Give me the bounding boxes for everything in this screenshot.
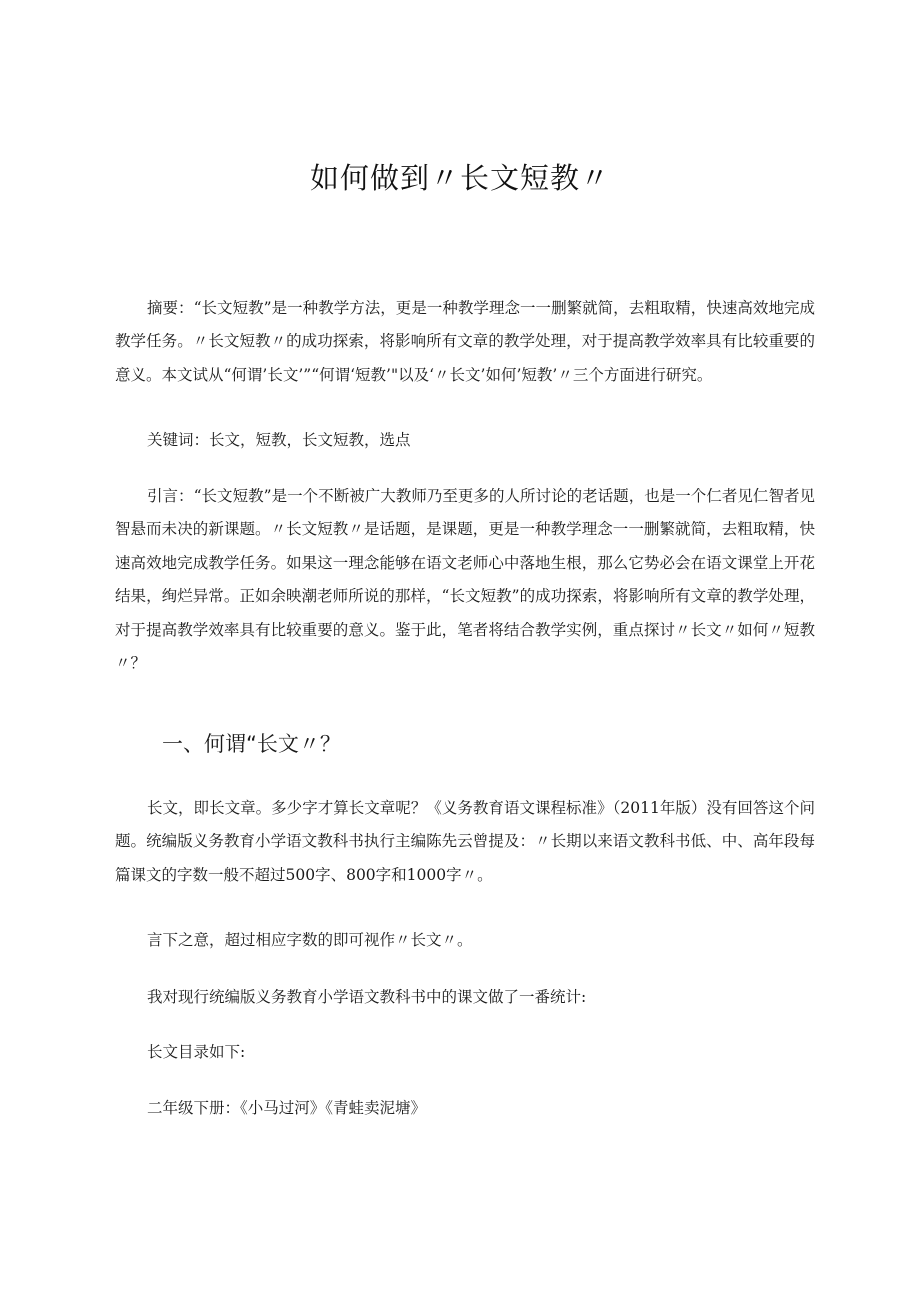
section-1-paragraph-3: 我对现行统编版义务教育小学语文教科书中的课文做了一番统计: xyxy=(147,988,587,1006)
section-1-paragraph-1: 长文，即长文章。多少字才算长文章呢？《义务教育语文课程标准》（2011年版）没有回答这个问题。统编版义务教育小学语文教科书执行主编陈先云曾提及：〃长期以来语文教科书低、中、高年段每篇课文的字数一般不超过500字、800字和1000字〃。 xyxy=(115,799,815,884)
section-1-paragraph-5: 二年级下册：《小马过河》《青蛙卖泥塘》 xyxy=(147,1099,427,1117)
section-1-heading: 一、何谓“长文〃？ xyxy=(162,732,341,756)
introduction-paragraph: 引言：“长文短教”是一个不断被广大教师乃至更多的人所讨论的老话题，也是一个仁者见仁智者见智悬而未决的新课题。〃长文短教〃是话题，是课题，更是一种教学理念一一删繁就简，去粗取精，快速高效地完成教学任务。如果这一理念能够在语文老师心中落地生根，那么它势必会在语文课堂上开花结果，绚烂异常。正如余映潮老师所说的那样，“长文短教”的成功探索，将影响所有文章的教学处理，对于提高教学效率具有比较重要的意义。鉴于此，笔者将结合教学实例，重点探讨〃长文〃如何〃短教〃？ xyxy=(115,487,815,673)
abstract-paragraph: 摘要：“长文短教”是一种教学方法，更是一种教学理念一一删繁就简，去粗取精，快速高效地完成教学任务。〃长文短教〃的成功探索，将影响所有文章的教学处理，对于提高教学效率具有比较重要的意义。本文试从“何谓’长文’”“何谓‘短教’"以及‘〃长文’如何’短教’〃三个方面进行研究。 xyxy=(115,299,815,384)
section-1-paragraph-2: 言下之意，超过相应字数的即可视作〃长文〃。 xyxy=(147,931,473,949)
keywords-line: 关键词：长文，短教，长文短教，选点 xyxy=(147,431,411,449)
section-1-paragraph-4: 长文目录如下: xyxy=(147,1043,246,1061)
document-title: 如何做到〃长文短教〃 xyxy=(309,161,610,195)
